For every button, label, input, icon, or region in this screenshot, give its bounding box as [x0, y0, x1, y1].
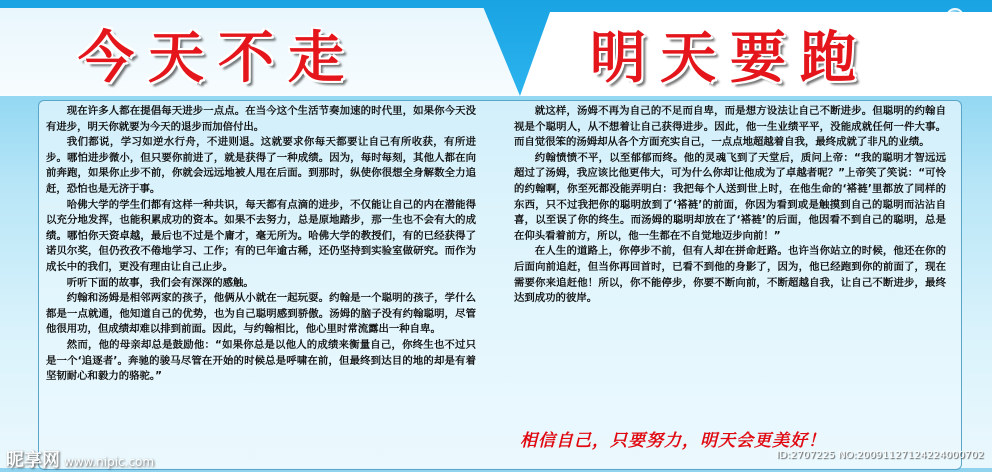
paragraph: 我们都说，学习如逆水行舟，不进则退。这就要求你每天都要让自己有所收获，有所进步。哪怕进步微小，但只要你前进了，就是获得了一种成绩。因为，每时每刻，其他人都在向前奔跑，如果你止步不前，你就会远远地被人甩在后面。到那时，纵使你很想全身解数全力追赶，恐怕也是无济于事。	[46, 136, 476, 195]
paragraph: 约翰和汤姆是相邻两家的孩子，他俩从小就在一起玩耍。约翰是一个聪明的孩子，学什么都是一点就通，他知道自己的优势，也为自己聪明感到骄傲。汤姆的脑子没有约翰聪明，尽管他很用功，但成绩却难以排到前面。因此，与约翰相比，他心里时常流露出一种自卑。	[46, 292, 476, 336]
paragraph: 就这样，汤姆不再为自己的不足而自卑，而是想方设法让自己不断进步。但聪明的约翰自视是个聪明人，从不想着让自己获得进步。因此，他一生业绩平平，没能成就任何一件大事。而自觉很笨的汤姆却从各个方面充实自己，一点点地超越着自我，最终成就了非凡的业绩。	[514, 105, 946, 149]
paragraph: 然而，他的母亲却总是鼓励他：“如果你总是以他人的成绩来衡量自己，你终生也不过只是一个‘追逐者’。奔驰的骏马尽管在开始的时候总是呼啸在前，但最终到达目的地的却是有着坚韧耐心和毅力的骆驼。”	[46, 338, 476, 383]
bubble-decoration	[946, 8, 964, 26]
watermark-url: www.nipic.com	[64, 455, 155, 469]
bubble-decoration	[958, 52, 988, 82]
bubble-decoration	[918, 30, 944, 56]
watermark-id: ID:2707225 NO:20091127124224000702	[776, 450, 984, 461]
paragraph: 现在许多人都在提倡每天进步一点点。在当今这个生活节奏加速的时代里，如果你今天没有进步，明天你就要为今天的退步而加倍付出。	[46, 105, 476, 133]
bubble-decoration	[930, 68, 946, 84]
paragraph: 听听下面的故事，我们会有深深的感触。	[66, 276, 254, 289]
article-right-column	[514, 104, 946, 307]
title-right: 明天要跑	[590, 25, 870, 91]
title-left: 今天不走	[78, 25, 358, 91]
watermark-logo	[6, 446, 154, 472]
article-left-column	[46, 104, 476, 385]
watermark-name: 昵享网	[6, 450, 60, 471]
bubble-decoration	[968, 24, 982, 38]
paragraph: 约翰愤愤不平，以至郁郁而终。他的灵魂飞到了天堂后，质问上帝：“我的聪明才智远远超过了汤姆，我应该比他更伟大，可为什么你却让他成为了卓越者呢？”上帝笑了笑说：“可怜的约翰啊，你至死都没能弄明白：我把每个人送到世上时，在他生命的‘褡裢’里都放了同样的东西，只不过我把你的聪明放到了‘褡裢’的前面，你因为看到或是触摸到自己的聪明而沾沾自喜，以至误了你的终生。而汤姆的聪明却放在了‘褡裢’的后面，他因看不到自己的聪明，总是在仰头看着前方，所以，他一生都在不自觉地迈步向前！”	[514, 151, 946, 242]
paragraph: 在人生的道路上，你停步不前，但有人却在拼命赶路。也许当你站立的时候，他还在你的后面向前追赶，但当你再回首时，已看不到他的身影了，因为，他已经跑到你的前面了，现在需要你来追赶他！所以，你不能停步，你要不断向前，不断超越自我，让自己不断进步，最终达到成功的彼岸。	[514, 245, 946, 305]
paragraph: 哈佛大学的学生们都有这样一种共识，每天都有点滴的进步，不仅能让自己的内在潜能得以充分地发挥，也能积累成功的资本。如果不去努力，总是原地踏步，那一生也不会有大的成绩。哪怕你天资卓越，最后也不过是个庸才，毫无所为。哈佛大学的教授们，有的已经获得了诺贝尔奖，但仍孜孜不倦地学习、工作；有的已年逾古稀，还仍坚持到实验室做研究。而作为成长中的我们，更没有理由让自己止步。	[46, 198, 476, 273]
slogan: 相信自己，只要努力，明天会更美好！	[520, 431, 826, 451]
